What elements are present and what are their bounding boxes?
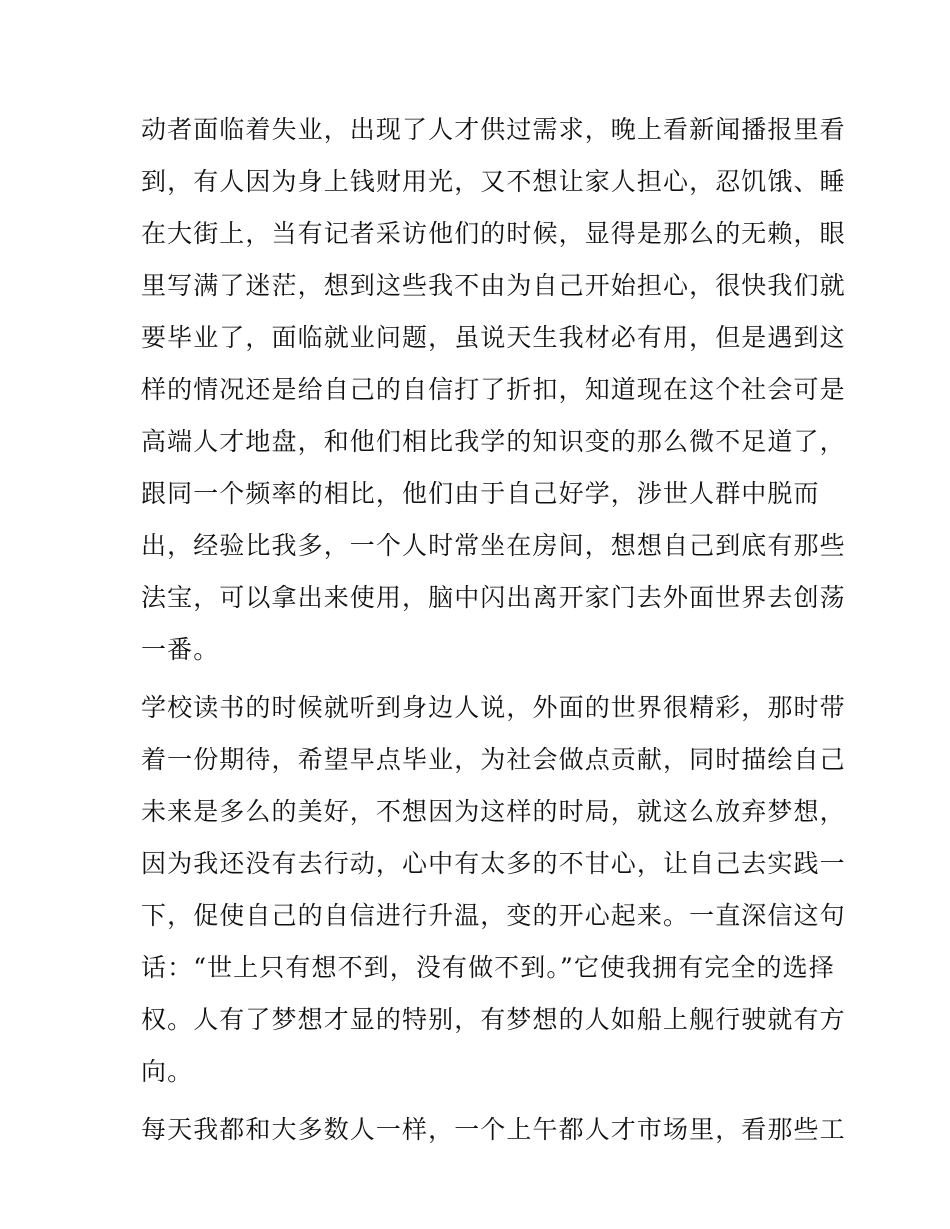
text-line: 下，促使自己的自信进行升温，变的开心起来。一直深信这句 xyxy=(141,901,846,930)
text-line: 学校读书的时候就听到身边人说，外面的世界很精彩，那时带 xyxy=(141,693,846,722)
text-line: 每天我都和大多数人一样，一个上午都人才市场里，看那些工 xyxy=(141,1115,846,1144)
text-line: 高端人才地盘，和他们相比我学的知识变的那么微不足道了， xyxy=(141,427,846,456)
paragraph-2 xyxy=(141,682,846,1098)
text-line: 着一份期待，希望早点毕业，为社会做点贡献，同时描绘自己 xyxy=(141,745,846,774)
text-line: 话：“世上只有想不到，没有做不到。”它使我拥有完全的选择 xyxy=(141,953,835,982)
text-line: 动者面临着失业，出现了人才供过需求，晚上看新闻播报里看 xyxy=(141,115,846,144)
text-line: 要毕业了，面临就业问题，虽说天生我材必有用，但是遇到这 xyxy=(141,323,846,352)
document-body xyxy=(141,104,846,1156)
text-line: 跟同一个频率的相比，他们由于自己好学，涉世人群中脱而 xyxy=(141,479,820,508)
paragraph-1 xyxy=(141,104,846,676)
text-line: 因为我还没有去行动，心中有太多的不甘心，让自己去实践一 xyxy=(141,849,846,878)
text-line: 法宝，可以拿出来使用，脑中闪出离开家门去外面世界去创荡 xyxy=(141,583,846,612)
text-line: 权。人有了梦想才显的特别，有梦想的人如船上舰行驶就有方 xyxy=(141,1005,846,1034)
text-line: 出，经验比我多，一个人时常坐在房间，想想自己到底有那些 xyxy=(141,531,846,560)
paragraph-3 xyxy=(141,1104,846,1156)
text-line: 在大街上，当有记者采访他们的时候，显得是那么的无赖，眼 xyxy=(141,219,846,248)
text-line: 到，有人因为身上钱财用光，又不想让家人担心，忍饥饿、睡 xyxy=(141,167,846,196)
text-line: 一番。 xyxy=(141,635,220,664)
text-line: 未来是多么的美好，不想因为这样的时局，就这么放弃梦想， xyxy=(141,797,846,826)
text-line: 里写满了迷茫，想到这些我不由为自己开始担心，很快我们就 xyxy=(141,271,846,300)
text-line: 样的情况还是给自己的自信打了折扣，知道现在这个社会可是 xyxy=(141,375,846,404)
text-line: 向。 xyxy=(141,1057,194,1086)
